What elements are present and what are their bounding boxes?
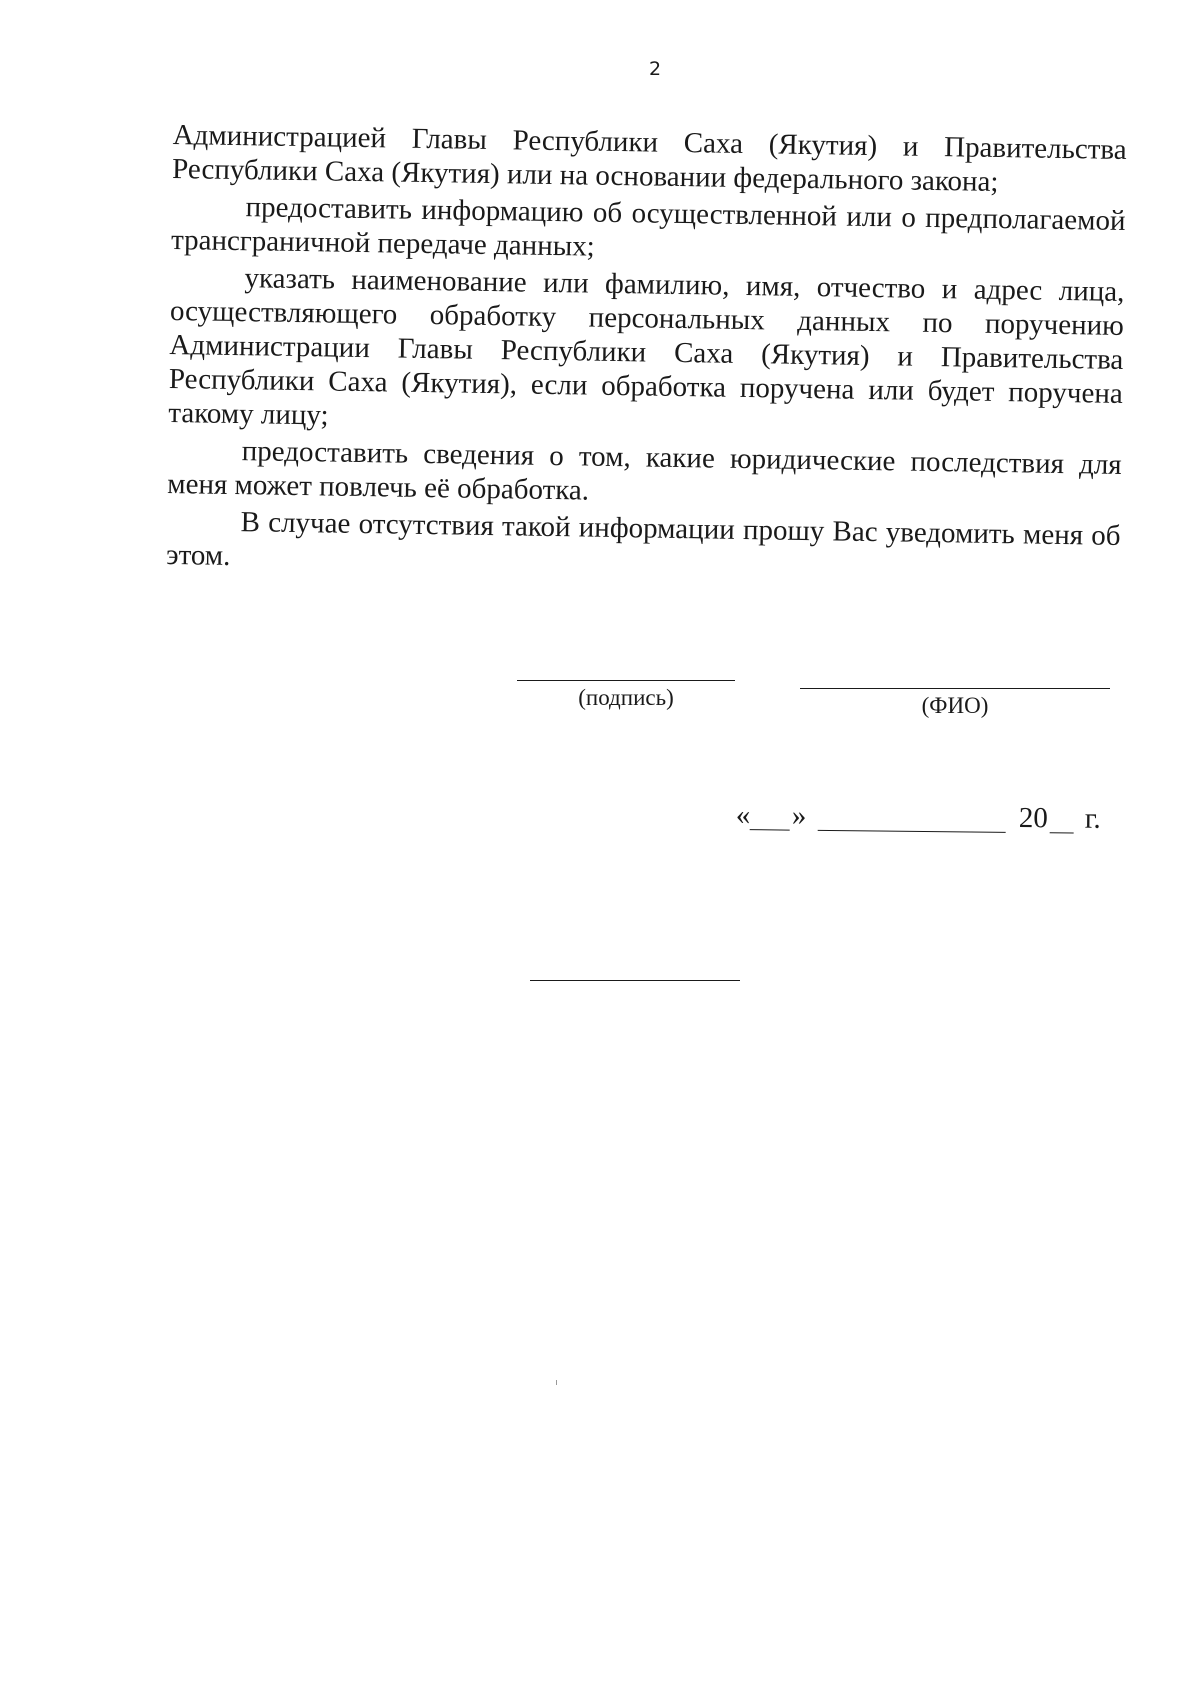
document-body <box>166 118 1127 590</box>
date-open-quote: « <box>735 799 751 832</box>
paragraph-2: предоставить информацию об осуществленной или о предполагаемой трансграничной передаче данных; <box>170 191 1126 263</box>
date-field <box>736 800 1121 840</box>
year-prefix: 20 <box>1018 801 1048 835</box>
date-close-quote: » <box>791 799 807 832</box>
signature-line <box>517 680 735 681</box>
day-blank <box>750 829 790 830</box>
blank-signature-line <box>530 980 740 981</box>
year-blank <box>1050 832 1074 833</box>
paragraph-5: В случае отсутствия такой информации прошу Вас уведомить меня об этом. <box>165 506 1121 572</box>
year-suffix: г. <box>1084 802 1101 835</box>
paragraph-4: предоставить сведения о том, какие юридические последствия для меня может повлечь её обработка. <box>166 435 1122 507</box>
page-number: 2 <box>648 58 662 80</box>
full-name-line <box>800 688 1110 689</box>
full-name-caption: (ФИО) <box>921 693 989 718</box>
signature-caption: (подпись) <box>578 685 674 710</box>
paragraph-3: указать наименование или фамилию, имя, отчество и адрес лица, осуществляющего обработку персональных данных по поручению Администрации Главы Республики Саха (Якутия) и Правительства Республики Саха (Якутия), если обработка поручена или будет поручена такому лицу; <box>168 262 1125 432</box>
month-blank <box>818 830 1006 833</box>
paragraph-1: Администрацией Главы Республики Саха (Якутия) и Правительства Республики Саха (Якутия) или на основании федерального закона; <box>171 118 1127 198</box>
scan-speck <box>556 1380 557 1385</box>
